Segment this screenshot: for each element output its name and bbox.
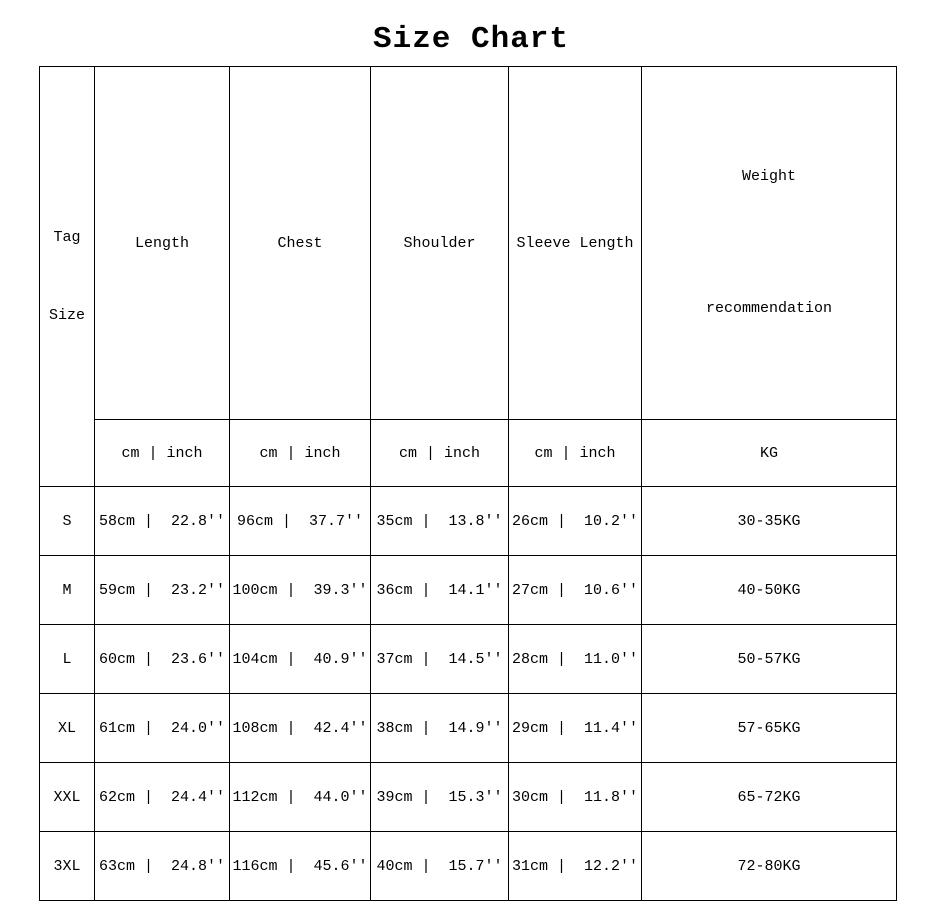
unit-length: cm | inch	[95, 420, 230, 487]
cell-tag: M	[40, 556, 95, 625]
cell-sleeve: 28cm | 11.0''	[509, 625, 642, 694]
cell-weight: 50-57KG	[642, 625, 897, 694]
cell-sleeve: 27cm | 10.6''	[509, 556, 642, 625]
cell-tag: 3XL	[40, 832, 95, 901]
header-tag-line1: Tag	[53, 228, 81, 246]
header-length: Length	[95, 67, 230, 420]
header-tag-size	[40, 67, 95, 487]
cell-shoulder: 39cm | 15.3''	[371, 763, 509, 832]
unit-weight: KG	[642, 420, 897, 487]
table-row-s	[40, 487, 897, 556]
cell-chest: 108cm | 42.4''	[230, 694, 371, 763]
cell-tag: S	[40, 487, 95, 556]
table-row-xxl	[40, 763, 897, 832]
cell-length: 62cm | 24.4''	[95, 763, 230, 832]
header-chest: Chest	[230, 67, 371, 420]
table-row-xl	[40, 694, 897, 763]
cell-length: 58cm | 22.8''	[95, 487, 230, 556]
header-shoulder: Shoulder	[371, 67, 509, 420]
header-sleeve-length: Sleeve Length	[509, 67, 642, 420]
cell-tag: XXL	[40, 763, 95, 832]
header-weight-line1: Weight	[741, 168, 796, 185]
cell-chest: 116cm | 45.6''	[230, 832, 371, 901]
cell-sleeve: 31cm | 12.2''	[509, 832, 642, 901]
size-chart-table	[39, 66, 897, 901]
cell-shoulder: 40cm | 15.7''	[371, 832, 509, 901]
cell-tag: L	[40, 625, 95, 694]
header-tag-line2: Size	[48, 306, 85, 324]
cell-weight: 30-35KG	[642, 487, 897, 556]
cell-sleeve: 30cm | 11.8''	[509, 763, 642, 832]
cell-shoulder: 37cm | 14.5''	[371, 625, 509, 694]
unit-sleeve: cm | inch	[509, 420, 642, 487]
header-weight-recommendation	[642, 67, 897, 420]
unit-row	[40, 420, 897, 487]
cell-length: 63cm | 24.8''	[95, 832, 230, 901]
cell-length: 59cm | 23.2''	[95, 556, 230, 625]
cell-shoulder: 35cm | 13.8''	[371, 487, 509, 556]
header-weight-line2: recommendation	[705, 300, 833, 317]
cell-chest: 104cm | 40.9''	[230, 625, 371, 694]
cell-length: 61cm | 24.0''	[95, 694, 230, 763]
cell-weight: 40-50KG	[642, 556, 897, 625]
cell-chest: 100cm | 39.3''	[230, 556, 371, 625]
page-title: Size Chart	[372, 22, 570, 57]
cell-length: 60cm | 23.6''	[95, 625, 230, 694]
cell-shoulder: 38cm | 14.9''	[371, 694, 509, 763]
cell-tag: XL	[40, 694, 95, 763]
table-row-m	[40, 556, 897, 625]
cell-chest: 96cm | 37.7''	[230, 487, 371, 556]
cell-weight: 65-72KG	[642, 763, 897, 832]
cell-weight: 57-65KG	[642, 694, 897, 763]
table-row-l	[40, 625, 897, 694]
cell-shoulder: 36cm | 14.1''	[371, 556, 509, 625]
cell-chest: 112cm | 44.0''	[230, 763, 371, 832]
cell-sleeve: 29cm | 11.4''	[509, 694, 642, 763]
unit-chest: cm | inch	[230, 420, 371, 487]
cell-sleeve: 26cm | 10.2''	[509, 487, 642, 556]
header-row	[40, 67, 897, 420]
unit-shoulder: cm | inch	[371, 420, 509, 487]
cell-weight: 72-80KG	[642, 832, 897, 901]
table-row-3xl	[40, 832, 897, 901]
